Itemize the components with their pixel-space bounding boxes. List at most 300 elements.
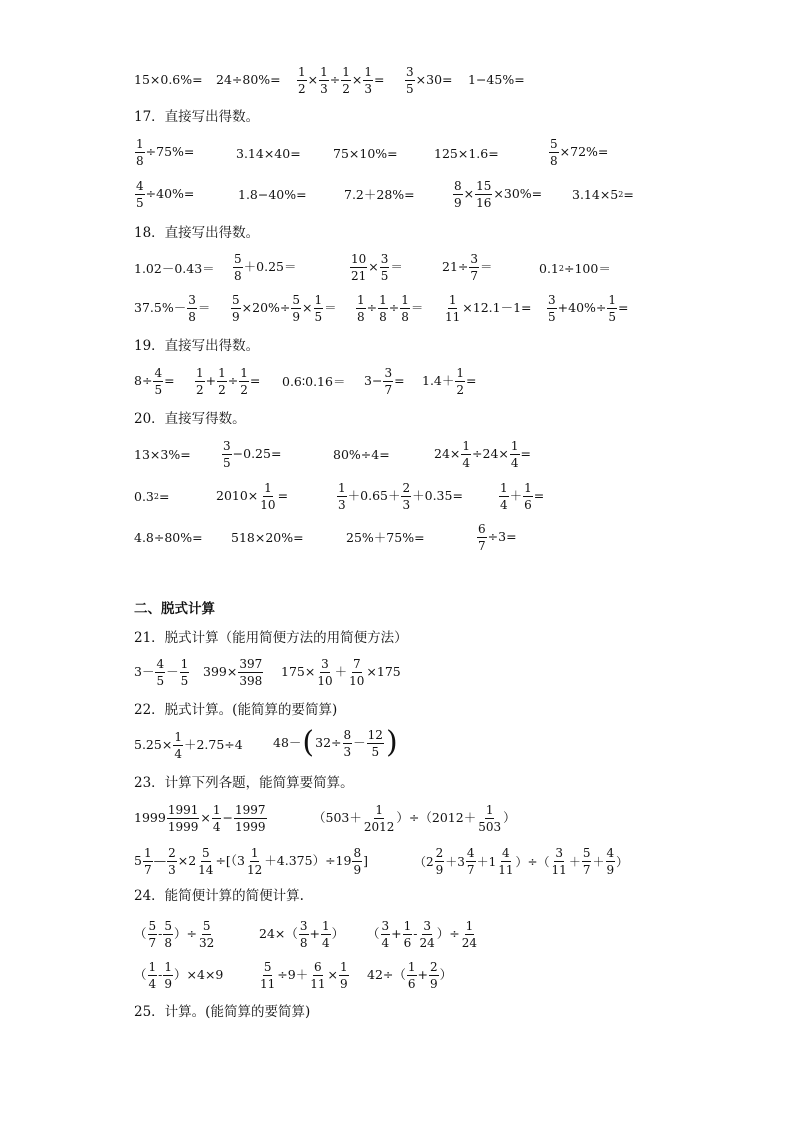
q18-expr-3 [349,253,403,282]
q20-expr-8 [498,482,544,511]
numerator: 7 [352,657,361,671]
denominator: 2012 [363,820,395,834]
numerator: 1 [148,960,157,974]
fraction [461,440,471,469]
fraction [499,482,509,511]
expr-text: ）÷（2012＋ [396,810,477,826]
fraction [582,847,592,876]
numerator: 1 [212,803,221,817]
numerator: 1 [264,481,272,495]
numerator: 3 [321,657,329,671]
numerator: 4 [154,366,163,380]
numerator: 12 [367,727,383,742]
numerator: 1 [364,65,373,79]
expr-15x0.6pct [134,74,203,87]
numerator: 1 [338,481,346,495]
expr-text: = [158,489,170,504]
expr-text: 518×20%= [231,530,304,545]
numerator: 1 [250,846,259,860]
expr-1-minus-45pct [468,74,525,87]
expr-text: ） [439,967,453,983]
expr-text: ） [616,854,629,869]
numerator: 4 [136,179,144,193]
q24-expr-1 [134,920,216,949]
numerator: 1 [462,439,471,453]
fraction [163,920,173,949]
fraction [167,804,200,833]
numerator: 3 [381,919,390,933]
expr-text: × [307,72,319,88]
denominator: 8 [164,936,173,950]
denominator: 5 [156,674,165,688]
expr-text: ＋4.375）÷19 [264,853,352,869]
fraction [246,847,263,876]
numerator: 1 [357,293,365,307]
fraction [405,66,415,95]
fraction [341,66,351,95]
expr-text: 4.8÷80%= [134,530,203,545]
expr-text: × [302,300,313,316]
denominator: 6 [403,936,412,950]
expr-text: ＋ [592,854,605,869]
q24-expr-4 [134,961,223,990]
expr-text: ＋ [568,854,581,869]
q18-expr-9 [443,294,532,323]
expr-text: ( [302,725,315,760]
expr-text: ＋0.25＝ [243,259,297,275]
numerator: 1 [240,366,248,380]
fraction [343,729,353,758]
fraction [212,804,222,833]
fraction [549,138,559,167]
numerator: 10 [351,252,367,266]
numerator: 1 [510,439,519,453]
numerator: 1 [403,919,412,933]
fraction [477,804,502,833]
denominator: 11 [260,977,276,991]
denominator: 9 [454,196,462,210]
fraction [435,847,445,876]
denominator: 4 [500,498,508,512]
q17-expr-10 [572,189,634,202]
expr-text: ×12.1－1= [462,300,532,316]
denominator: 8 [299,936,308,950]
expr-text: ÷100＝ [563,261,611,276]
expr-text: 2 [618,190,624,200]
expr-text: － [353,734,366,750]
denominator: 3 [168,863,176,877]
expr-text: = [164,373,175,389]
denominator: 8 [188,310,196,324]
fraction [314,294,324,323]
expr-text: 13×3%= [134,447,191,462]
fraction [299,920,309,949]
expr-text: = [466,373,477,389]
numerator: 3 [555,846,563,860]
numerator: 1 [465,919,474,933]
fraction [155,658,165,687]
fraction [195,367,205,396]
expr-text: ＝ [197,300,211,316]
q17-expr-5 [548,138,608,167]
numerator: 1 [180,657,189,671]
numerator: 1 [298,65,306,79]
expr-text: ÷[（3 [215,853,246,869]
expr-text: ＋0.35= [412,488,463,504]
fraction [197,847,214,876]
fraction [429,961,439,990]
fraction [378,294,388,323]
question-18-heading: 18．直接写出得数。 [134,225,260,241]
q22-expr-2 [273,725,399,760]
expr-text: ）×4×9 [174,967,224,983]
fraction [143,847,153,876]
denominator: 21 [351,269,367,283]
expr-text: ＋ [334,664,348,680]
expr-text: 1.8−40%= [238,187,307,202]
numerator: 3 [223,439,231,453]
expr-text: × [463,186,475,202]
q17-expr-3 [333,148,398,161]
numerator: 8 [454,179,462,193]
denominator: 2 [298,82,306,96]
numerator: 2 [430,960,438,974]
fraction [291,294,301,323]
fraction [153,367,163,396]
q17-expr-4 [434,148,499,161]
fraction [381,920,391,949]
expr-text: 1.4＋ [422,373,455,389]
fraction [497,847,514,876]
expr-text: ÷75%= [145,144,195,160]
fraction [231,294,241,323]
numerator: 5 [202,919,211,933]
q20-expr-12 [476,523,517,552]
denominator: 1999 [234,820,266,834]
expr-text: 37.5%－ [134,300,187,316]
fraction [352,847,362,876]
denominator: 2 [240,383,248,397]
question-22-heading: 22．脱式计算。(能简算的要简算) [134,702,338,718]
expr-text: ÷24× [472,446,509,462]
denominator: 503 [478,820,502,834]
denominator: 7 [148,936,157,950]
expr-text: ＝ [324,300,337,316]
fraction [309,961,326,990]
fraction [239,367,249,396]
numerator: 3 [470,252,479,266]
denominator: 12 [247,863,263,877]
q21-expr-3 [281,658,401,687]
fraction [444,294,461,323]
q20-expr-9 [134,532,203,545]
denominator: 32 [199,936,215,950]
expr-text: + [391,926,402,942]
expr-text: ＝ [480,259,493,275]
denominator: 6 [524,498,532,512]
q19-expr-3 [282,376,345,389]
expr-text: ) [385,725,398,760]
question-21-heading: 21．脱式计算（能用简便方法的用简便方法） [134,630,408,646]
expr-text: − [222,810,233,826]
q17-expr-8 [344,189,415,202]
expr-text: ） [503,810,516,826]
fraction [316,658,333,687]
expr-text: 1999 [134,810,166,826]
expr-fraction-chain [296,66,385,95]
expr-text: 24÷80%= [216,72,281,87]
expr-text: 2 [558,264,564,274]
expr-text: 25%＋75%= [346,530,425,545]
denominator: 6 [407,977,416,991]
expr-text: × [200,810,211,826]
numerator: 1 [524,481,532,495]
fraction [348,658,365,687]
fraction [259,482,276,511]
fraction [135,138,145,167]
q18-expr-8 [355,294,423,323]
denominator: 7 [384,383,393,397]
numerator: 397 [239,657,263,671]
fraction [297,66,307,95]
expr-text: ＝ [410,300,424,316]
numerator: 1 [322,919,330,933]
q20-expr-7 [336,482,463,511]
expr-text: 3－ [134,664,155,680]
numerator: 5 [550,137,558,151]
expr-3-5x30 [404,66,453,95]
expr-text: 15×0.6%= [134,72,203,87]
expr-text: +40%÷ [557,300,607,316]
q17-expr-1 [134,138,194,167]
denominator: 2 [218,383,226,397]
q17-expr-2 [236,148,301,161]
expr-text: −0.25= [232,446,282,462]
numerator: 1 [401,293,409,307]
numerator: 8 [353,846,362,860]
numerator: 5 [234,252,242,266]
expr-text: ＋1 [476,854,497,869]
expr-text: （ [134,967,147,983]
expr-text: ＋2.75÷4 [183,737,243,753]
fraction [401,482,411,511]
numerator: 8 [343,727,352,742]
numerator: 4 [502,846,510,860]
expr-text: ÷ [366,300,378,316]
denominator: 24 [419,936,435,950]
question-24-heading: 24．能简便计算的简便计算. [134,888,304,904]
expr-text: 125×1.6= [434,146,499,161]
numerator: 2 [435,846,444,860]
numerator: 1 [608,293,617,307]
expr-text: ÷ [329,72,341,88]
q23-expr-4 [414,847,628,876]
fraction [477,523,487,552]
denominator: 11 [498,863,514,877]
fraction [163,961,173,990]
denominator: 8 [379,310,387,324]
expr-text: 0.6∶0.16＝ [282,374,346,389]
fraction [367,729,384,758]
q19-expr-1 [134,367,175,396]
expr-text: 24×（ [259,926,298,942]
denominator: 9 [339,977,348,991]
denominator: 9 [353,863,362,877]
q20-expr-1 [134,449,191,462]
fraction [461,920,478,949]
denominator: 8 [357,310,365,324]
fraction [400,294,410,323]
denominator: 398 [239,674,263,688]
denominator: 5 [608,310,617,324]
expr-text: ＝ [390,259,403,275]
q24-expr-2 [259,920,344,949]
expr-text: ×30= [415,72,453,88]
expr-text: （2 [414,854,434,869]
fraction [455,367,465,396]
numerator: 1 [375,803,383,817]
denominator: 2 [196,383,204,397]
numerator: 5 [292,293,301,307]
denominator: 9 [232,310,240,324]
numerator: 1 [339,960,348,974]
denominator: 4 [322,936,330,950]
q19-expr-4 [364,367,405,396]
q18-expr-5 [539,263,611,276]
q24-expr-5 [258,961,350,990]
denominator: 4 [381,936,390,950]
fraction [607,294,617,323]
q18-expr-6 [134,294,210,323]
fraction [606,847,616,876]
numerator: 1991 [167,803,199,817]
expr-text: = [533,488,545,504]
fraction [407,961,417,990]
fraction [180,658,190,687]
q20-expr-2 [221,440,281,469]
numerator: 3 [423,919,431,933]
expr-text: 2010× [216,488,259,504]
fraction [419,920,436,949]
expr-text: = [249,373,261,389]
denominator: 9 [164,977,173,991]
fraction [173,731,183,760]
numerator: 3 [548,293,556,307]
fraction [337,482,347,511]
numerator: 1 [174,730,182,744]
fraction [363,804,396,833]
fraction [469,253,479,282]
numerator: 3 [299,919,308,933]
expr-text: - [158,967,163,983]
expr-text: × [351,72,363,88]
q20-expr-10 [231,532,304,545]
denominator: 3 [343,744,352,759]
fraction [380,253,390,282]
expr-text: - [158,926,163,942]
fraction [510,440,520,469]
fraction [167,847,177,876]
expr-text: 80%÷4= [333,447,390,462]
numerator: 1 [342,65,350,79]
fraction [321,920,331,949]
denominator: 5 [314,310,323,324]
numerator: 1 [407,960,416,974]
fraction [238,658,263,687]
fraction [363,66,373,95]
numerator: 1 [485,803,494,817]
denominator: 8 [550,154,558,168]
expr-text: ÷9＋ [277,967,309,983]
question-17-heading: 17．直接写出得数。 [134,109,260,125]
q17-expr-6 [134,180,194,209]
expr-text: × [368,259,379,275]
numerator: 2 [168,846,176,860]
numerator: 5 [148,919,157,933]
question-20-heading: 20．直接写得数。 [134,411,246,427]
expr-text: + [417,967,429,983]
expr-text: （ [367,926,380,942]
numerator: 1 [314,293,323,307]
expr-text: 3.14×5 [572,187,619,202]
fraction [356,294,366,323]
denominator: 4 [174,747,182,761]
numerator: 1 [379,293,387,307]
numerator: 5 [232,293,240,307]
q18-expr-1 [134,263,215,276]
numerator: 1 [143,846,152,860]
expr-text: = [520,446,532,462]
expr-text: 7.2＋28%= [344,187,415,202]
q20-expr-5 [134,491,169,504]
expr-text: ×175 [366,664,401,680]
numerator: 1 [136,137,144,151]
expr-text: 8÷ [134,373,153,389]
numerator: 5 [164,919,173,933]
expr-text: 24× [434,446,461,462]
numerator: 6 [314,960,322,974]
expr-text: ] [363,853,368,869]
expr-text: ÷ [388,300,400,316]
denominator: 7 [466,863,475,877]
denominator: 1999 [167,820,199,834]
fraction [135,180,145,209]
denominator: 8 [401,310,409,324]
q17-expr-7 [238,189,307,202]
denominator: 4 [148,977,157,991]
expr-text: = [618,300,629,316]
fraction [475,180,492,209]
denominator: 10 [317,674,333,688]
expr-text: ×2 [177,853,197,869]
denominator: 5 [548,310,556,324]
denominator: 8 [234,269,242,283]
expr-text: 399× [203,664,238,680]
expr-text: 3− [364,373,383,389]
denominator: 5 [406,82,414,96]
numerator: 1 [456,366,465,380]
denominator: 4 [212,820,221,834]
denominator: 9 [606,863,615,877]
numerator: 3 [406,65,414,79]
fraction [198,920,215,949]
fraction [148,961,158,990]
denominator: 9 [430,977,438,991]
numerator: 15 [476,179,492,193]
q20-expr-11 [346,532,425,545]
expr-text: ）÷ [174,926,198,942]
denominator: 11 [551,863,567,877]
